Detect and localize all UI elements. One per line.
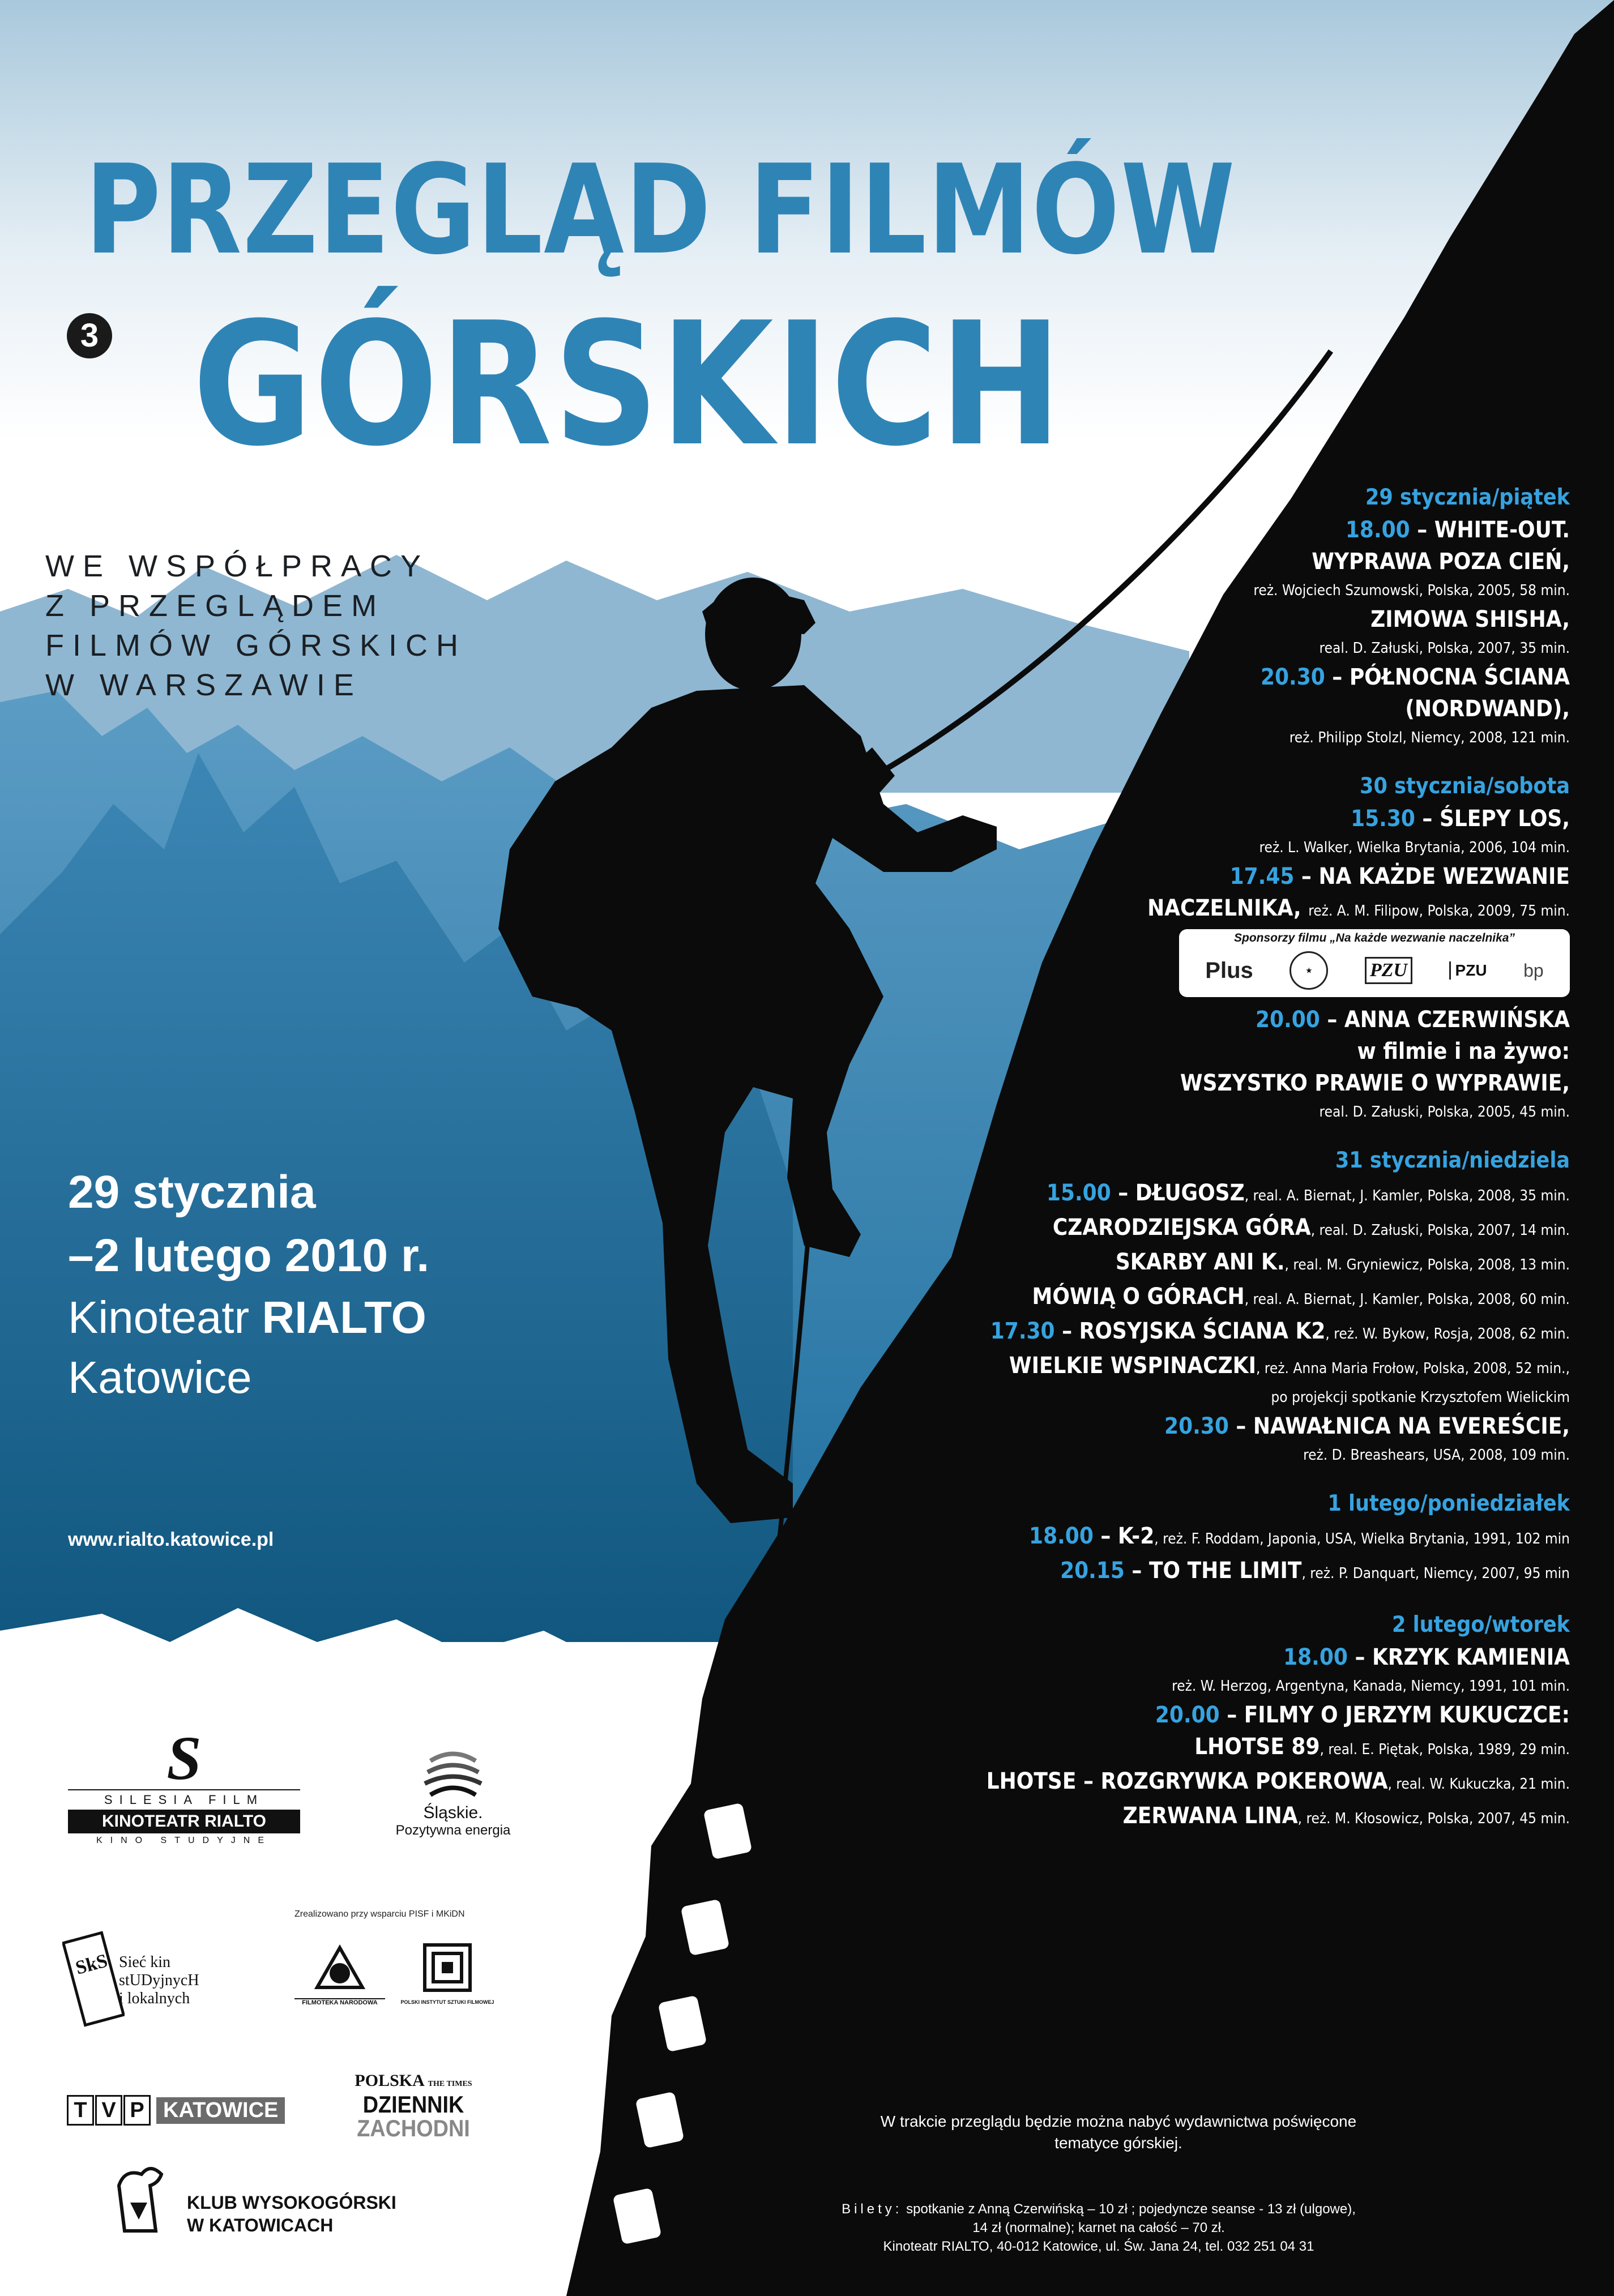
film-reel-s-icon: S <box>166 1724 202 1793</box>
event-venue <box>68 1288 429 1348</box>
screening-time: 20.30 <box>1164 1413 1229 1439</box>
day-heading: 2 lutego/wtorek <box>1392 1612 1570 1637</box>
ticket-address: Kinoteatr RIALTO, 40-012 Katowice, ul. Św. Jana 24, tel. 032 251 04 31 <box>883 2239 1314 2254</box>
day-heading: 1 lutego/poniedziałek <box>1327 1491 1570 1516</box>
event-date-end: –2 lutego 2010 r. <box>68 1230 430 1281</box>
film-credit: reż. Philipp Stolzl, Niemcy, 2008, 121 min. <box>1289 729 1570 746</box>
screening <box>845 1350 1570 1384</box>
svg-text:SkS: SkS <box>73 1950 110 1979</box>
screening <box>845 1246 1570 1281</box>
klub-wysokogorski-text: KLUB WYSOKOGÓRSKI W KATOWICACH <box>187 2192 396 2235</box>
film-title: ZERWANA LINA <box>1122 1803 1298 1829</box>
filmoteka-icon <box>306 1942 374 1993</box>
screening: 20.30 – PÓŁNOCNA ŚCIANA <box>1260 664 1570 690</box>
screening-time: 20.15 <box>1060 1558 1125 1584</box>
screening: 15.30 – ŚLEPY LOS, <box>1351 806 1570 832</box>
film-credit: reż. A. M. Filipow, Polska, 2009, 75 min. <box>1308 903 1570 920</box>
title-line1: PRZEGLĄD FILMÓW <box>85 139 1236 282</box>
edition-badge: 3 <box>67 313 112 358</box>
film-title: NACZELNIKA, <box>1147 895 1301 921</box>
film-title: WYPRAWA POZA CIEŃ, <box>1312 549 1570 575</box>
film-title: KRZYK KAMIENIA <box>1372 1644 1570 1670</box>
screening <box>845 1731 1570 1765</box>
screening: 17.30 – ROSYJSKA ŚCIANA K2, reż. W. Bykow, Rosja, 2008, 62 min. <box>990 1318 1570 1344</box>
screening: 18.00 – KRZYK KAMIENIA <box>1283 1644 1570 1670</box>
film-credit: reż. Wojciech Szumowski, Polska, 2005, 58 min. <box>1253 582 1570 599</box>
film-credit: reż. L. Walker, Wielka Brytania, 2006, 104 min. <box>1259 839 1570 856</box>
event-info <box>68 1161 429 1408</box>
event-city: Katowice <box>68 1352 252 1403</box>
ticket-label: Bilety: <box>842 2201 903 2217</box>
screening <box>845 1765 1570 1800</box>
film-title: MÓWIĄ O GÓRACH <box>1032 1284 1245 1310</box>
website-link[interactable]: www.rialto.katowice.pl <box>68 1529 274 1550</box>
screening-time: 18.00 <box>1345 517 1410 543</box>
support-caption: Zrealizowano przy wsparciu PISF i MKiDN <box>294 1909 465 1919</box>
film-strip-icon <box>62 1931 125 2027</box>
screening: 20.00 – ANNA CZERWIŃSKA <box>1256 1007 1570 1033</box>
pisf-square-icon <box>422 1942 473 1993</box>
film-title: K-2 <box>1117 1523 1155 1549</box>
pzu-logo: PZU <box>1365 957 1412 984</box>
screening-note: po projekcji spotkanie Krzysztofem Wielickim <box>1271 1389 1570 1406</box>
film-credit: , real. A. Biernat, J. Kamler, Polska, 2008, 60 min. <box>1244 1291 1570 1308</box>
ticket-line: 14 zł (normalne); karnet na całość – 70 zł. <box>972 2220 1225 2235</box>
film-credit: , real. D. Załuski, Polska, 2007, 14 min. <box>1310 1222 1570 1239</box>
screening-time: 20.30 <box>1260 664 1325 690</box>
sponsor-title: Sponsorzy filmu „Na każde wezwanie naczelnika” <box>1234 931 1515 944</box>
collab-line: W WARSZAWIE <box>45 668 362 702</box>
film-title: FILMY O JERZYM KUKUCZCE: <box>1244 1702 1570 1728</box>
screening-time: 18.00 <box>1029 1523 1094 1549</box>
screening-time: 17.45 <box>1229 863 1295 890</box>
film-credit: reż. D. Breashears, USA, 2008, 109 min. <box>1303 1447 1570 1464</box>
screening <box>845 1800 1570 1835</box>
screening: 20.00 – FILMY O JERZYM KUKUCZCE: <box>1155 1702 1570 1728</box>
screening-line <box>845 892 1570 927</box>
film-title: ROSYJSKA ŚCIANA K2 <box>1079 1318 1326 1344</box>
day-heading: 29 stycznia/piątek <box>1365 485 1570 510</box>
film-title: ZIMOWA SHISHA, <box>1370 606 1570 632</box>
note-line: tematyce górskiej. <box>1054 2134 1182 2152</box>
venue-name: RIALTO <box>262 1292 426 1342</box>
police-emblem-icon: ★ <box>1290 951 1328 990</box>
day-heading: 31 stycznia/niedziela <box>1335 1148 1570 1173</box>
film-credit: , real. W. Kukuczka, 21 min. <box>1387 1776 1570 1793</box>
screening-time: 20.00 <box>1256 1007 1320 1033</box>
film-title: NAWAŁNICA NA EVEREŚCIE, <box>1253 1413 1570 1439</box>
film-title: ŚLEPY LOS, <box>1439 806 1570 832</box>
film-credit: real. D. Załuski, Polska, 2007, 35 min. <box>1319 640 1570 657</box>
film-credit: , real. E. Piętak, Polska, 1989, 29 min. <box>1320 1741 1570 1758</box>
film-title: WIELKIE WSPINACZKI <box>1009 1353 1256 1379</box>
screening-time: 17.30 <box>990 1318 1055 1344</box>
title-line2: GÓRSKICH <box>193 286 1064 484</box>
day-heading: 30 stycznia/sobota <box>1360 773 1570 799</box>
film-credit: real. D. Załuski, Polska, 2005, 45 min. <box>1319 1104 1570 1121</box>
film-credit: , real. A. Biernat, J. Kamler, Polska, 2008, 35 min. <box>1244 1187 1570 1204</box>
film-title: CZARODZIEJSKA GÓRA <box>1052 1215 1311 1241</box>
film-title: (NORDWAND), <box>1405 696 1570 722</box>
screening: 20.15 – TO THE LIMIT, reż. P. Danquart, Niemcy, 2007, 95 min <box>1060 1558 1570 1584</box>
film-title: ANNA CZERWIŃSKA <box>1344 1007 1570 1033</box>
screening: 15.00 – DŁUGOSZ, real. A. Biernat, J. Kamler, Polska, 2008, 35 min. <box>1046 1180 1570 1206</box>
collab-line: FILMÓW GÓRSKICH <box>45 628 467 662</box>
screening <box>845 1281 1570 1315</box>
film-credit: , real. M. Gryniewicz, Polska, 2008, 13 min. <box>1284 1256 1570 1273</box>
slaskie-logo: Śląskie. Pozytywna energia <box>368 1744 538 1838</box>
film-credit: , reż. F. Roddam, Japonia, USA, Wielka Brytania, 1991, 102 min <box>1154 1530 1570 1547</box>
plus-logo: Plus <box>1205 957 1253 983</box>
film-title: w filmie i na żywo: <box>1357 1038 1570 1064</box>
bp-logo: bp <box>1523 960 1544 981</box>
siec-kin-logo: SkS Sieć kin stUDyjnycH i lokalnych <box>62 1925 261 2027</box>
film-title: LHOTSE 89 <box>1194 1734 1320 1760</box>
sponsor-box <box>1179 929 1570 997</box>
film-title: TO THE LIMIT <box>1148 1558 1302 1584</box>
film-credit: reż. W. Herzog, Argentyna, Kanada, Niemcy, 1991, 101 min. <box>1172 1678 1570 1695</box>
screening: 17.45 – NA KAŻDE WEZWANIE <box>1229 863 1570 890</box>
publications-note <box>793 2111 1444 2154</box>
screening-time: 15.30 <box>1351 806 1415 832</box>
venue-prefix: Kinoteatr <box>68 1292 250 1342</box>
silesia-film-logo: S SILESIA FILM KINOTEATR RIALTO KINO STUDYJNE <box>68 1727 300 1846</box>
collaboration-note <box>45 546 467 705</box>
film-credit: , reż. Anna Maria Frołow, Polska, 2008, 52 min., <box>1256 1360 1570 1377</box>
film-credit: , reż. P. Danquart, Niemcy, 2007, 95 min <box>1301 1565 1570 1582</box>
collab-line: WE WSPÓŁPRACY <box>45 549 430 583</box>
film-credit: , reż. W. Bykow, Rosja, 2008, 62 min. <box>1325 1326 1570 1342</box>
note-line: W trakcie przeglądu będzie można nabyć wydawnictwa poświęcone <box>880 2113 1357 2130</box>
ticket-line: Bilety: spotkanie z Anną Czerwińską – 10 zł ; pojedyncze seanse - 13 zł (ulgowe), <box>842 2201 1356 2217</box>
program-schedule <box>845 481 1570 1835</box>
film-title: DŁUGOSZ <box>1135 1180 1245 1206</box>
film-title: WSZYSTKO PRAWIE O WYPRAWIE, <box>1180 1070 1570 1096</box>
screening-time: 18.00 <box>1283 1644 1348 1670</box>
film-credit: , reż. M. Kłosowicz, Polska, 2007, 45 min. <box>1297 1810 1570 1827</box>
screening-time: 15.00 <box>1046 1180 1111 1206</box>
film-title: WHITE-OUT. <box>1434 517 1570 543</box>
collab-line: Z PRZEGLĄDEM <box>45 589 386 623</box>
filmoteka-logo: FILMOTEKA NARODOWA <box>294 1942 385 2006</box>
pzu-wordmark: PZU <box>1449 961 1487 980</box>
waves-icon <box>419 1744 487 1801</box>
screening: 18.00 – K-2, reż. F. Roddam, Japonia, USA, Wielka Brytania, 1991, 102 min <box>1029 1523 1570 1549</box>
film-title: PÓŁNOCNA ŚCIANA <box>1349 664 1570 690</box>
event-date-start: 29 stycznia <box>68 1166 316 1218</box>
pisf-logo: POLSKI INSTYTUT SZTUKI FILMOWEJ <box>396 1942 498 2005</box>
screening <box>845 1212 1570 1246</box>
dziennik-zachodni-logo: POLSKA THE TIMES DZIENNIK ZACHODNI <box>355 2071 472 2141</box>
film-title: NA KAŻDE WEZWANIE <box>1318 863 1570 890</box>
screening-time: 20.00 <box>1155 1702 1220 1728</box>
film-title: LHOTSE – ROZGRYWKA POKEROWA <box>986 1768 1388 1794</box>
klub-eagle-emblem-icon <box>108 2163 193 2237</box>
ticket-info <box>736 2200 1461 2256</box>
screening: 18.00 – WHITE-OUT. <box>1345 517 1570 543</box>
tvp-katowice-logo: T V P KATOWICE <box>67 2095 285 2126</box>
film-title: SKARBY ANI K. <box>1115 1249 1285 1275</box>
screening: 20.30 – NAWAŁNICA NA EVEREŚCIE, <box>1164 1413 1570 1439</box>
